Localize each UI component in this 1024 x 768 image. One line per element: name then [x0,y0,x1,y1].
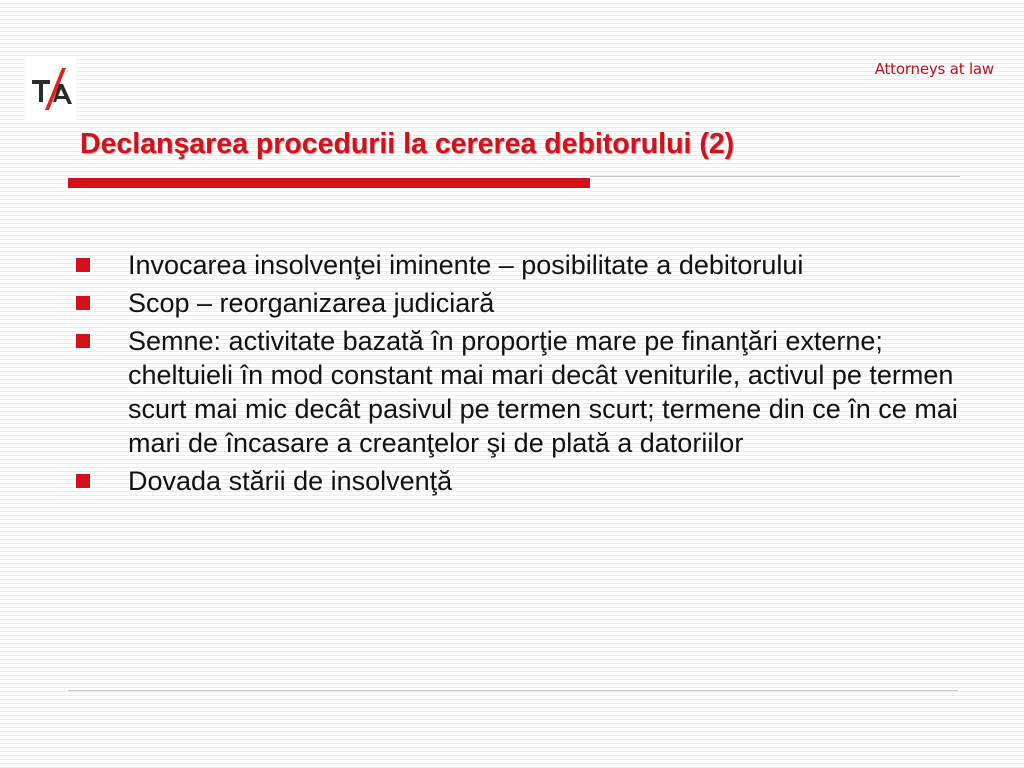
bullet-text: Semne: activitate bazată în proporţie mare pe finanţări externe; cheltuieli în mod constant mai mari decât veniturile, activul pe termen scurt mai mic decât pasivul pe termen scurt; termene din ce în ce mai mari de încasare a creanţelor şi de plată a datoriilor [128,326,958,458]
bullet-item [76,324,976,460]
square-bullet-icon [76,296,90,310]
title-underline-accent [68,178,590,188]
bullet-item [76,464,976,498]
square-bullet-icon [76,334,90,348]
ta-logo-icon [25,58,76,120]
square-bullet-icon [76,258,90,272]
tagline: Attorneys at law [874,60,994,78]
bullet-item [76,286,976,320]
bullet-text: Scop – reorganizarea judiciară [128,288,495,318]
bullet-list [76,248,976,502]
footer-divider [68,690,958,691]
bullet-text: Dovada stării de insolvenţă [128,466,453,496]
slide-title: Declanşarea procedurii la cererea debitorului (2) [80,128,735,160]
logo [25,58,76,120]
bullet-text: Invocarea insolvenţei iminente – posibilitate a debitorului [128,250,804,280]
bullet-item [76,248,976,282]
title-underline-divider [590,176,960,177]
square-bullet-icon [76,474,90,488]
